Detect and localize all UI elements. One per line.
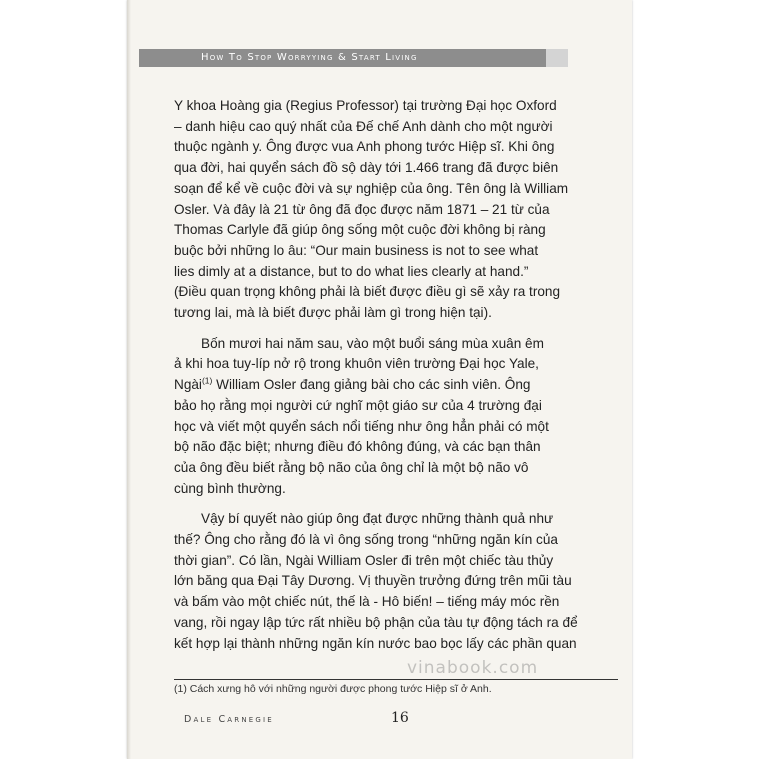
footer-author: Dale Carnegie — [184, 714, 274, 725]
text-line: cùng bình thường. — [174, 480, 286, 496]
page-number: 16 — [391, 710, 409, 726]
running-header-band — [139, 49, 568, 67]
text-line: – danh hiệu cao quý nhất của Đế chế Anh dành cho một người — [174, 118, 553, 134]
watermark: vinabook.com — [407, 658, 539, 678]
text-line: thế? Ông cho rằng đó là vì ông sống trong “những ngăn kín của — [174, 532, 558, 548]
text-line: học và viết một quyển sách nổi tiếng như ông hẳn phải có một — [174, 418, 549, 434]
text-line: Osler. Và đây là 21 từ ông đã đọc được năm 1871 – 21 từ của — [174, 201, 550, 217]
paragraph-1 — [174, 96, 618, 324]
text-line: Thomas Carlyle đã giúp ông sống một cuộc đời không bị ràng — [174, 222, 546, 238]
text-line: lies dimly at a distance, but to do what lies clearly at hand.” — [174, 263, 529, 279]
text-line: kết hợp lại thành những ngăn kín nước bao bọc lấy các phần quan — [174, 635, 577, 651]
text-line: Y khoa Hoàng gia (Regius Professor) tại trường Đại học Oxford — [174, 98, 557, 113]
text-fragment: William Osler đang giảng bài cho các sinh viên. Ông — [212, 377, 531, 393]
footnote: (1) Cách xưng hô với những người được phong tước Hiệp sĩ ở Anh. — [174, 683, 492, 695]
text-line-with-footnote — [174, 375, 618, 396]
footnote-marker: (1) — [201, 375, 213, 386]
text-line: soạn để kể về cuộc đời và sự nghiệp của ông. Tên ông là William — [174, 180, 569, 196]
text-line: buộc bởi những lo âu: “Our main business is not to see what — [174, 242, 539, 258]
text-line: bộ não đặc biệt; nhưng điều đó không đúng, và các bạn thân — [174, 439, 541, 455]
paragraph-2 — [174, 334, 618, 500]
text-line: thuộc ngành y. Ông được vua Anh phong tước Hiệp sĩ. Khi ông — [174, 139, 555, 155]
text-line: lớn băng qua Đại Tây Dương. Vị thuyền trưởng đứng trên mũi tàu — [174, 573, 572, 589]
text-line: vang, rồi ngay lập tức rất nhiều bộ phận của tàu tự động tách ra để — [174, 614, 578, 630]
text-line: Vậy bí quyết nào giúp ông đạt được những thành quả như — [201, 511, 554, 527]
text-line: thời gian”. Có lần, Ngài William Osler đi trên một chiếc tàu thủy — [174, 552, 554, 568]
text-line: ả khi hoa tuy-líp nở rộ trong khuôn viên trường Đại học Yale, — [174, 356, 539, 372]
text-fragment: Ngài — [174, 377, 202, 393]
text-line: Bốn mươi hai năm sau, vào một buổi sáng mùa xuân êm — [201, 335, 544, 351]
text-line: bảo họ rằng mọi người cứ nghĩ một giáo sư của 4 trường đại — [174, 397, 542, 413]
footnote-divider — [174, 679, 618, 680]
text-line: tương lai, mà là biết được phải làm gì trong hiện tại). — [174, 305, 492, 321]
paragraph-3 — [174, 509, 618, 654]
text-line: qua đời, hai quyển sách đồ sộ dày tới 1.466 trang đã được biên — [174, 160, 559, 176]
text-line: và bấm vào một chiếc nút, thế là - Hô biến! – tiếng máy móc rền — [174, 594, 560, 610]
page-edge — [127, 0, 131, 759]
text-line: (Điều quan trọng không phải là biết được điều gì sẽ xảy ra trong — [174, 284, 561, 300]
body-text — [174, 96, 618, 664]
book-page — [127, 0, 632, 759]
text-line: của ông đều biết rằng bộ não của ông chỉ là một bộ não vô — [174, 459, 529, 475]
running-header-title: How To Stop Worryying & Start Living — [201, 52, 418, 63]
